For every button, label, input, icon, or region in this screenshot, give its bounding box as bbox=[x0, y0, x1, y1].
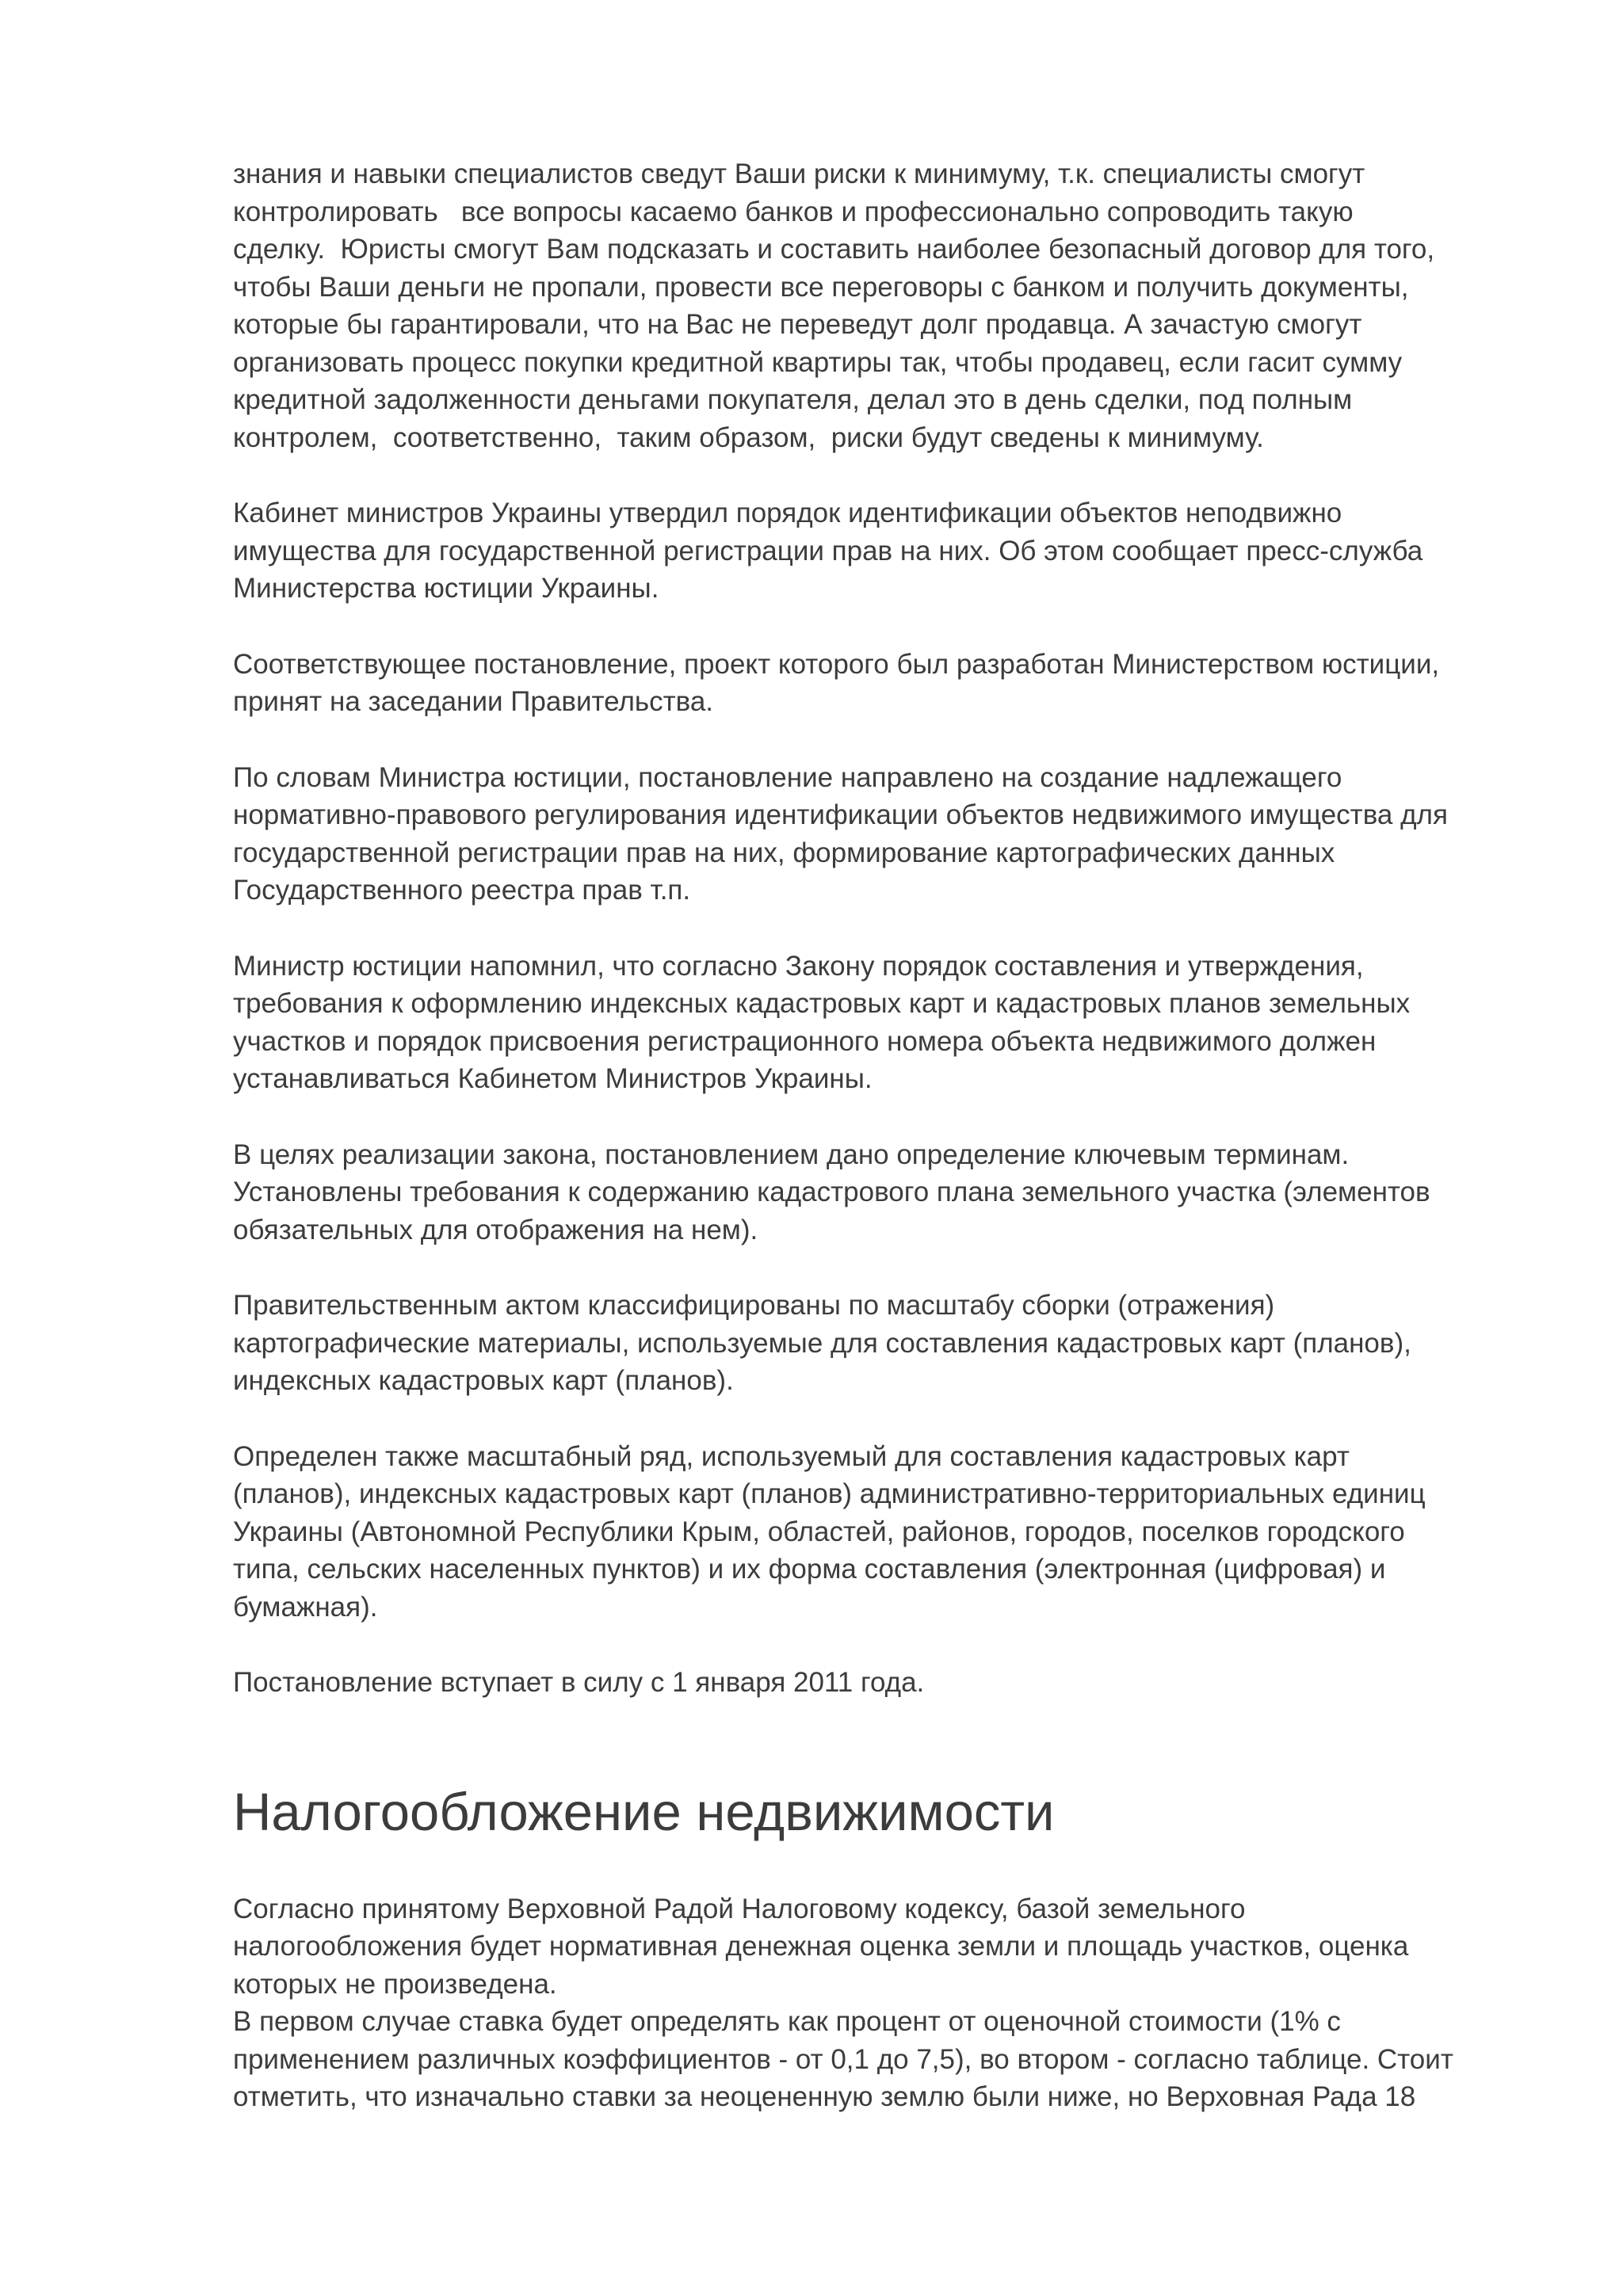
text-line: По словам Министра юстиции, постановление направлено на создание надлежащего bbox=[233, 761, 1342, 793]
paragraph-scale-series bbox=[233, 1438, 1517, 1627]
paragraph-effective-date bbox=[233, 1664, 1517, 1702]
text-line: принят на заседании Правительства. bbox=[233, 686, 714, 717]
paragraph-taxation bbox=[233, 1890, 1517, 2116]
text-line: картографические материалы, используемые для составления кадастровых карт (планов), bbox=[233, 1327, 1411, 1359]
text-line: применением различных коэффициентов - от 0,1 до 7,5), во втором - согласно таблице. Стоит bbox=[233, 2043, 1453, 2075]
text-line: контролировать все вопросы касаемо банков и профессионально сопроводить такую bbox=[233, 196, 1354, 227]
text-line: Украины (Автономной Республики Крым, областей, районов, городов, поселков городского bbox=[233, 1516, 1405, 1547]
text-line: которых не произведена. bbox=[233, 1968, 557, 2000]
text-line: имущества для государственной регистрации прав на них. Об этом сообщает пресс-служба bbox=[233, 535, 1423, 566]
paragraph-minister-words bbox=[233, 759, 1517, 910]
text-line: сделку. Юристы смогут Вам подсказать и составить наиболее безопасный договор для того, bbox=[233, 234, 1435, 265]
text-line: обязательных для отображения на нем). bbox=[233, 1214, 758, 1245]
text-line: Определен также масштабный ряд, используемый для составления кадастровых карт bbox=[233, 1440, 1350, 1472]
text-line: Кабинет министров Украины утвердил порядок идентификации объектов неподвижно bbox=[233, 498, 1342, 528]
text-line: которые бы гарантировали, что на Вас не переведут долг продавца. А зачастую смогут bbox=[233, 309, 1362, 340]
paragraph-specialists bbox=[233, 155, 1517, 456]
text-line: контролем, соответственно, таким образом, риски будут сведены к минимуму. bbox=[233, 421, 1264, 453]
text-line: государственной регистрации прав на них, формирование картографических данных bbox=[233, 837, 1335, 868]
text-line: Министерства юстиции Украины. bbox=[233, 573, 659, 604]
text-line: индексных кадастровых карт (планов). bbox=[233, 1365, 734, 1396]
document-body bbox=[233, 155, 1517, 2116]
text-line: чтобы Ваши деньги не пропали, провести все переговоры с банком и получить документы, bbox=[233, 271, 1409, 303]
text-line: участков и порядок присвоения регистрационного номера объекта недвижимого должен bbox=[233, 1025, 1377, 1057]
paragraph-resolution bbox=[233, 646, 1517, 721]
text-line: налогообложения будет нормативная денежная оценка земли и площадь участков, оценка bbox=[233, 1931, 1409, 1962]
text-line: Установлены требования к содержанию кадастрового плана земельного участка (элементов bbox=[233, 1177, 1430, 1207]
text-line: Министр юстиции напомнил, что согласно Закону порядок составления и утверждения, bbox=[233, 950, 1364, 982]
text-line: бумажная). bbox=[233, 1591, 378, 1623]
text-line: Согласно принятому Верховной Радой Налоговому кодексу, базой земельного bbox=[233, 1893, 1246, 1924]
text-line: Соответствующее постановление, проект которого был разработан Министерством юстиции, bbox=[233, 648, 1440, 680]
text-line: организовать процесс покупки кредитной квартиры так, чтобы продавец, если гасит сумму bbox=[233, 346, 1403, 378]
text-line: Государственного реестра прав т.п. bbox=[233, 875, 691, 906]
text-line: кредитной задолженности деньгами покупателя, делал это в день сделки, под полным bbox=[233, 384, 1353, 415]
text-line: знания и навыки специалистов сведут Ваши риски к минимуму, т.к. специалисты смогут bbox=[233, 158, 1365, 189]
text-line: нормативно-правового регулирования идентификации объектов недвижимого имущества для bbox=[233, 799, 1448, 830]
paragraph-government-act bbox=[233, 1287, 1517, 1400]
text-line: В первом случае ставка будет определять как процент от оценочной стоимости (1% с bbox=[233, 2006, 1341, 2037]
section-heading: Налогообложение недвижимости bbox=[233, 1782, 1055, 1842]
text-line: Правительственным актом классифицированы по масштабу сборки (отражения) bbox=[233, 1290, 1275, 1321]
text-line: отметить, что изначально ставки за неоцененную землю были ниже, но Верховная Рада 18 bbox=[233, 2081, 1416, 2112]
text-line: устанавливаться Кабинетом Министров Украины. bbox=[233, 1063, 873, 1094]
text-line: В целях реализации закона, постановлением дано определение ключевым терминам. bbox=[233, 1138, 1350, 1170]
text-line: Постановление вступает в силу с 1 января 2011 года. bbox=[233, 1667, 925, 1698]
paragraph-minister-reminded bbox=[233, 948, 1517, 1098]
text-line: (планов), индексных кадастровых карт (планов) административно-территориальных единиц bbox=[233, 1478, 1426, 1509]
paragraph-law-goals bbox=[233, 1136, 1517, 1249]
text-line: требования к оформлению индексных кадастровых карт и кадастровых планов земельных bbox=[233, 988, 1411, 1019]
text-line: типа, сельских населенных пунктов) и их форма составления (электронная (цифровая) и bbox=[233, 1554, 1386, 1585]
paragraph-cabinet bbox=[233, 494, 1517, 608]
